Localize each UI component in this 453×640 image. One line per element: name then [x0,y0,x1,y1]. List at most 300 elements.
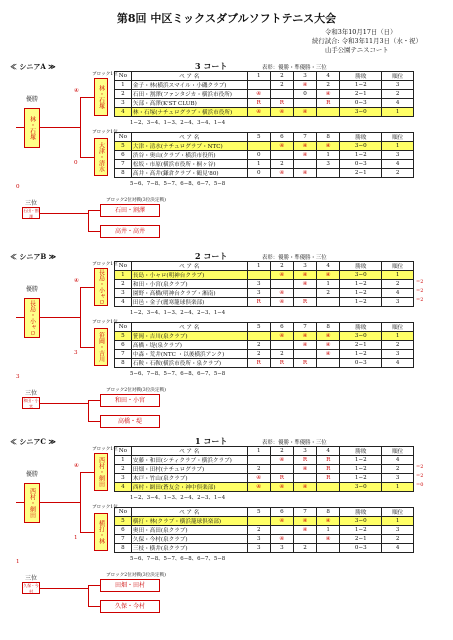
score-cell [270,341,293,350]
header-cell: No [115,323,132,332]
score-cell [115,280,132,289]
cell-value: ④ [325,342,331,348]
score-cell [247,271,270,280]
score-cell [382,142,414,151]
score-cell [270,544,293,553]
score-cell [270,81,293,90]
block2-winner-box: 笹岡・吉川 [94,328,108,366]
header-cell: 7 [293,133,316,142]
cell-value: 7 [121,536,125,542]
cell-value: 1 [395,333,400,339]
header-cell: 順位 [382,262,414,271]
block1-label: ブロック1位 [92,72,118,77]
cell-value: 6 [121,342,125,348]
score-cell [382,90,414,99]
cell-value: 3−0 [354,333,367,339]
score-cell [270,271,293,280]
cell-value: 2 [395,91,400,97]
champion-box: 林・石塚 [24,108,40,148]
score-cell [270,90,293,99]
score-cell [293,332,316,341]
top-score: ④ [74,278,80,284]
third-label: 三位 [25,390,38,397]
cell-value: 8 [121,170,125,176]
cell-value: ④ [279,518,285,524]
cell-value: 1 [326,527,330,533]
score-cell [293,142,316,151]
cell-value: 2 [121,466,125,472]
score-cell [382,341,414,350]
cell-value: 6 [121,152,125,158]
score-cell [317,332,340,341]
score-cell [293,90,316,99]
cell-value: ④ [256,475,262,481]
cell-value: ④ [325,143,331,149]
score-cell [115,332,132,341]
header-cell: ペ ア 名 [131,133,247,142]
cell-value: 3 [121,100,125,106]
score-cell [293,483,316,492]
cell-value: ④ [302,527,308,533]
score-cell [317,99,340,108]
score-cell [317,108,340,117]
cell-value: 1 [395,109,400,115]
cell-value: 7 [121,161,125,167]
header-cell: 8 [317,323,340,332]
cell-value: 中森・荒井(NTC ・以後横浜アンク) [132,352,225,358]
page-title: 第8回 中区ミックスダブルソフトテニス大会 [116,12,337,25]
header-cell: 勝敗 [340,262,382,271]
score-cell [382,526,414,535]
score-cell [115,465,132,474]
cell-value: 0−3 [354,545,367,551]
cell-value: 3−0 [354,109,367,115]
header-cell: ペ ア 名 [131,323,247,332]
cell-value: ④ [325,333,331,339]
bracket-line [80,97,81,157]
bracket-line [88,400,100,401]
header-cell: No [115,72,132,81]
score-cell [317,483,340,492]
table-row [115,350,414,359]
table-row [115,341,414,350]
block2-note: ブロック2位対戦(3位決定戦) [106,198,166,203]
cell-value: ④ [279,484,285,490]
cell-value: 3 [256,536,261,542]
cell-value: ④ [302,109,308,115]
cell-value: R [256,100,261,106]
header-cell: 3 [293,262,316,271]
table-row [115,474,414,483]
header-cell: 順位 [382,447,414,456]
cell-value: 0 [256,170,261,176]
score-cell [382,298,414,307]
header-cell: 2 [270,447,293,456]
round-robin-table [114,507,414,553]
score-cell [340,350,382,359]
bracket-line [88,210,100,211]
header-cell: 4 [317,262,340,271]
score-cell [270,151,293,160]
cell-value: ④ [302,170,308,176]
cell-value: ④ [325,536,331,542]
cell-value: ④ [256,91,262,97]
cell-value: ④ [302,484,308,490]
score-cell [317,535,340,544]
table-row [115,142,414,151]
score-cell [270,332,293,341]
score-cell [115,544,132,553]
table-header-row [115,262,414,271]
cell-value: 4 [395,360,400,366]
score-cell [293,151,316,160]
pair-name-cell [131,151,247,160]
final-score: 0 [16,184,20,190]
pair-name-cell [131,465,247,474]
pair-name-cell [131,456,247,465]
cell-value: 1−2 [354,152,367,158]
cell-value: 2 [395,170,400,176]
cell-value: 高井・高井(鎌倉クラブ・鶴見'80) [132,171,219,177]
score-cell [270,99,293,108]
pair-name-cell [131,474,247,483]
score-cell [270,350,293,359]
score-cell [293,108,316,117]
cell-value: 1−2 [354,299,367,305]
header-cell: 2 [270,262,293,271]
header-cell: 6 [270,133,293,142]
cell-value: R [326,475,331,481]
cell-value: 3 [395,351,400,357]
score-cell [247,108,270,117]
cell-value: 0−3 [354,161,367,167]
pair-name-cell [131,332,247,341]
header-cell: 勝敗 [340,323,382,332]
cell-value: 久保・今村(泉クラブ) [132,537,188,543]
score-cell [317,90,340,99]
cell-value: 8 [121,360,125,366]
block2-label: ブロック1位 [92,505,118,510]
score-cell [115,289,132,298]
cell-value: 2 [256,351,261,357]
cell-value: 2 [256,527,261,533]
pair-name-cell [131,350,247,359]
pair-name-cell [131,483,247,492]
table-row [115,160,414,169]
cell-value: 4 [395,100,400,106]
cell-value: ④ [325,272,331,278]
score-cell [340,280,382,289]
top-score: ④ [74,88,80,94]
score-cell [317,526,340,535]
bottom-score: 3 [74,350,78,356]
cell-value: R [302,360,308,366]
header-cell: No [115,447,132,456]
cell-value: 1−2 [354,475,367,481]
cell-value: 1−2 [354,290,367,296]
score-cell [270,359,293,368]
cell-value: 0 [303,91,307,97]
cell-value: 三枝・横井(泉クラブ) [132,546,188,552]
cell-value: ④ [302,466,308,472]
score-cell [382,99,414,108]
header-cell: 4 [317,72,340,81]
header-cell: No [115,262,132,271]
table-row [115,108,414,117]
score-cell [382,456,414,465]
bracket-line [40,213,88,214]
section-name: ≪ シニアA ≫ [10,62,56,71]
cell-value: ④ [279,299,285,305]
score-cell [382,108,414,117]
score-cell [247,544,270,553]
score-cell [382,483,414,492]
score-cell [340,332,382,341]
pair-name-cell [131,169,247,178]
header-cell: 勝敗 [340,133,382,142]
cell-value: ④ [279,333,285,339]
third-pair-a: 和田・小宮 [100,394,160,407]
third-pair-a: 田畑・田村 [100,579,160,592]
block2-winner-box: 大津・清水 [94,138,108,176]
cell-value: 1 [256,161,261,167]
header-cell: 7 [293,508,316,517]
round-robin-table [114,71,414,117]
cell-value: 3 [395,82,400,88]
pair-name-cell [131,280,247,289]
cell-value: 1 [121,82,125,88]
score-cell [115,350,132,359]
header-cell: No [115,133,132,142]
score-cell [270,483,293,492]
cell-value: 1−2 [354,82,367,88]
score-cell [317,474,340,483]
score-cell [317,81,340,90]
cell-value: ④ [279,143,285,149]
table-row [115,517,414,526]
cell-value: 木戸・竹山(泉クラブ) [132,476,188,482]
cell-value: ④ [325,351,331,357]
score-cell [382,465,414,474]
score-cell [247,151,270,160]
cell-value: 笹岡・吉川(泉クラブ) [132,334,188,340]
cell-value: ④ [279,272,285,278]
cell-value: 2 [395,466,400,472]
score-cell [340,99,382,108]
score-cell [382,169,414,178]
score-cell [293,456,316,465]
top-score: ④ [74,463,80,469]
score-cell [317,456,340,465]
table-row [115,99,414,108]
cell-value: 3 [280,545,284,551]
third-winner-box: 石田・割澤 [23,208,39,219]
cell-value: 長島・小ャロ(明神台クラブ) [132,273,205,279]
score-cell [317,142,340,151]
cell-value: 3−0 [354,518,367,524]
header-cell: 2 [270,72,293,81]
pair-name-cell [131,142,247,151]
cell-value: ④ [302,152,308,158]
score-cell [293,474,316,483]
bracket-line [80,532,94,533]
block2-label: ブロック1位 [92,130,118,135]
pair-name-cell [131,341,247,350]
pair-name-cell [131,535,247,544]
pair-name-cell [131,90,247,99]
score-cell [115,81,132,90]
venue-line: 山手公園テニスコート [325,46,389,54]
round-robin-table [114,322,414,368]
bracket-line [80,287,94,288]
score-cell [270,298,293,307]
cell-value: 3 [326,161,330,167]
cell-value: 4 [121,484,125,490]
score-cell [247,280,270,289]
cell-value: 2 [280,82,284,88]
score-cell [340,544,382,553]
cell-value: 1 [121,457,125,463]
score-cell [293,359,316,368]
score-cell [340,108,382,117]
header-cell: 3 [293,447,316,456]
cell-value: 2 [326,290,330,296]
score-cell [293,341,316,350]
score-cell [247,535,270,544]
table-row [115,81,414,90]
bracket-line [80,287,81,347]
score-cell [382,350,414,359]
table-header-row [115,72,414,81]
table-row [115,535,414,544]
cell-value: 4 [121,109,125,115]
score-cell [247,517,270,526]
table-row [115,483,414,492]
score-cell [115,535,132,544]
cell-value: 2 [395,281,400,287]
score-cell [382,517,414,526]
score-cell [270,474,293,483]
cell-value: ④ [302,518,308,524]
bracket-line [40,588,88,589]
cell-value: ④ [302,272,308,278]
court-label: 1 コート [195,436,228,446]
schedule-2: 5−6、7−8、5−7、6−8、6−7、5−8 [130,181,226,187]
cell-value: 金子・林(横浜スマイル・小磯クラブ) [132,83,227,89]
header-cell: 3 [293,72,316,81]
score-cell [247,456,270,465]
score-cell [115,456,132,465]
score-cell [293,350,316,359]
pair-name-cell [131,526,247,535]
cell-value: 3 [256,290,261,296]
score-cell [270,169,293,178]
bracket-line [88,231,100,232]
cell-value: 2 [280,351,284,357]
round-robin-table [114,132,414,178]
header-cell: 1 [247,72,270,81]
cell-value: R [279,475,284,481]
schedule-1: 1−2、3−4、1−3、2−4、3−4、1−4 [130,120,226,126]
score-cell [115,483,132,492]
score-cell [340,160,382,169]
award-note: 表彰：優勝・準優勝・三位 [262,440,327,446]
bracket-line [80,97,94,98]
score-cell [293,298,316,307]
score-cell [293,526,316,535]
score-cell [382,544,414,553]
cell-value: 2 [121,91,125,97]
cell-value: 0−3 [354,100,367,106]
pair-name-cell [131,81,247,90]
cell-value: 5 [121,143,125,149]
third-winner-box: 久保・今村 [23,583,39,594]
score-cell [382,271,414,280]
score-cell [247,332,270,341]
header-cell: 4 [317,447,340,456]
score-cell [247,350,270,359]
pair-name-cell [131,544,247,553]
block1-winner-box: 長島・小ャロ [94,268,108,306]
score-cell [247,169,270,178]
court-label: 3 コート [195,61,228,71]
cell-value: 石田・割澤(ファンタジカ・横浜市役所) [132,92,232,98]
header-cell: 5 [247,133,270,142]
table-row [115,359,414,368]
score-cell [317,517,340,526]
bracket-line [88,421,100,422]
score-cell [270,535,293,544]
cell-value: ④ [302,281,308,287]
header-cell: 順位 [382,72,414,81]
cell-value: 0−3 [354,360,367,366]
score-cell [293,465,316,474]
cell-value: 西村・網田(蒼友会・神中倶楽部) [132,485,216,491]
score-cell [247,289,270,298]
cell-value: 2 [395,536,400,542]
score-cell [382,81,414,90]
cell-value: 3 [395,299,400,305]
cell-value: ④ [256,109,262,115]
score-cell [270,456,293,465]
table-header-row [115,323,414,332]
round-robin-table [114,261,414,307]
bracket-line [80,472,81,532]
cell-value: R [279,360,284,366]
block1-winner-box: 西村・網田 [94,453,108,491]
cell-value: 3 [256,545,261,551]
score-cell [317,359,340,368]
score-cell [340,359,382,368]
score-cell [317,289,340,298]
pair-name-cell [131,99,247,108]
table-header-row [115,133,414,142]
cell-value: 1−2 [354,351,367,357]
score-cell [382,289,414,298]
section-name: ≪ シニアC ≫ [10,437,56,446]
score-cell [270,526,293,535]
cell-value: 4 [395,290,400,296]
pair-name-cell [131,160,247,169]
score-cell [340,517,382,526]
table-row [115,271,414,280]
cell-value: 1 [326,281,330,287]
header-cell: ペ ア 名 [131,72,247,81]
third-label: 三位 [25,575,38,582]
bracket-line [88,400,89,421]
cell-value: 2−1 [354,536,367,542]
header-cell: 8 [317,133,340,142]
